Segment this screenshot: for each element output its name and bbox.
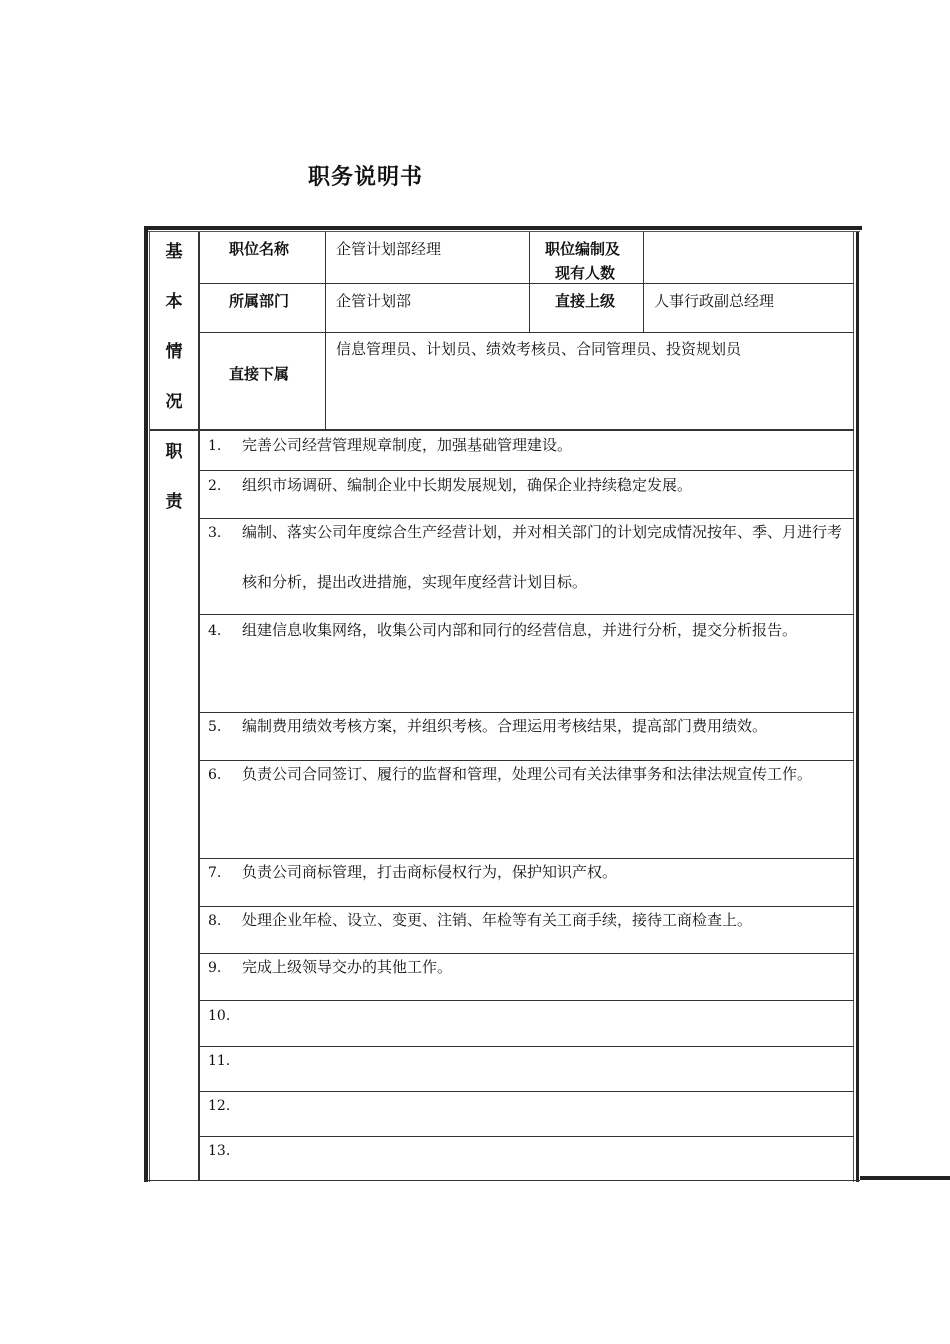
duty-divider xyxy=(199,1046,854,1047)
side-label-char: 基 xyxy=(165,242,183,262)
position-name-label: 职位名称 xyxy=(229,240,290,258)
row-divider-1 xyxy=(199,283,854,284)
duty-number: 11. xyxy=(208,1053,231,1069)
table-border-left xyxy=(144,226,148,1182)
duty-number: 4. xyxy=(208,623,222,639)
duty-number: 10. xyxy=(208,1008,231,1024)
duty-text: 编制费用绩效考核方案，并组织考核。合理运用考核结果，提高部门费用绩效。 xyxy=(242,717,768,735)
right-label-divider xyxy=(643,232,644,332)
side-label-char: 本 xyxy=(165,292,183,312)
duty-text: 完成上级领导交办的其他工作。 xyxy=(242,958,453,976)
duty-text: 负责公司商标管理，打击商标侵权行为，保护知识产权。 xyxy=(242,863,618,881)
department-label: 所属部门 xyxy=(229,292,290,310)
subordinates-label: 直接下属 xyxy=(229,365,290,383)
duty-text: 完善公司经营管理规章制度，加强基础管理建设。 xyxy=(242,436,573,454)
page-title: 职务说明书 xyxy=(308,165,424,190)
duty-number: 8. xyxy=(208,913,222,929)
label-column-divider xyxy=(325,232,326,430)
department-value: 企管计划部 xyxy=(336,292,412,310)
table-border-top xyxy=(144,226,862,230)
duty-text: 负责公司合同签订、履行的监督和管理，处理公司有关法律事务和法律法规宣传工作。 xyxy=(242,765,813,783)
duty-text: 组建信息收集网络，收集公司内部和同行的经营信息，并进行分析，提交分析报告。 xyxy=(242,621,798,639)
table-border-bottom-extension xyxy=(860,1176,950,1180)
duty-number: 9. xyxy=(208,960,222,976)
table-border-bottom xyxy=(144,1180,860,1181)
mid-column-divider xyxy=(529,232,530,332)
superior-value: 人事行政副总经理 xyxy=(654,292,775,310)
duty-divider xyxy=(199,1091,854,1092)
table-border-top-inner xyxy=(144,231,860,232)
duty-number: 5. xyxy=(208,719,222,735)
duty-divider xyxy=(199,1000,854,1001)
side-label-char: 职 xyxy=(165,442,183,462)
duty-text: 处理企业年检、设立、变更、注销、年检等有关工商手续，接待工商检查上。 xyxy=(242,911,753,929)
side-label-char: 情 xyxy=(165,342,183,362)
side-column-divider xyxy=(198,232,200,1180)
duty-number: 7. xyxy=(208,865,222,881)
duty-number: 3. xyxy=(208,525,222,541)
duty-number: 1. xyxy=(208,438,222,454)
duty-text: 组织市场调研、编制企业中长期发展规划，确保企业持续稳定发展。 xyxy=(242,476,693,494)
staffing-label-line1: 职位编制及 xyxy=(545,240,621,258)
position-name-value: 企管计划部经理 xyxy=(336,240,442,258)
duty-number: 2. xyxy=(208,478,222,494)
duty-number: 6. xyxy=(208,767,222,783)
superior-label: 直接上级 xyxy=(555,292,616,310)
duty-number: 12. xyxy=(208,1098,231,1114)
duty-text: 编制、落实公司年度综合生产经营计划，并对相关部门的计划完成情况按年、季、月进行考核和分析，提出改进措施，实现年度经营计划目标。 xyxy=(242,523,843,591)
subordinates-value: 信息管理员、计划员、绩效考核员、合同管理员、投资规划员 xyxy=(336,340,742,358)
side-label-char: 况 xyxy=(165,392,183,412)
row-divider-2 xyxy=(199,332,854,333)
duty-divider xyxy=(199,1136,854,1137)
staffing-label-line2: 现有人数 xyxy=(555,264,616,282)
side-label-char: 责 xyxy=(165,492,183,512)
duty-number: 13. xyxy=(208,1143,231,1159)
table-border-right xyxy=(856,232,859,1182)
table-border-left-inner xyxy=(149,232,150,1182)
